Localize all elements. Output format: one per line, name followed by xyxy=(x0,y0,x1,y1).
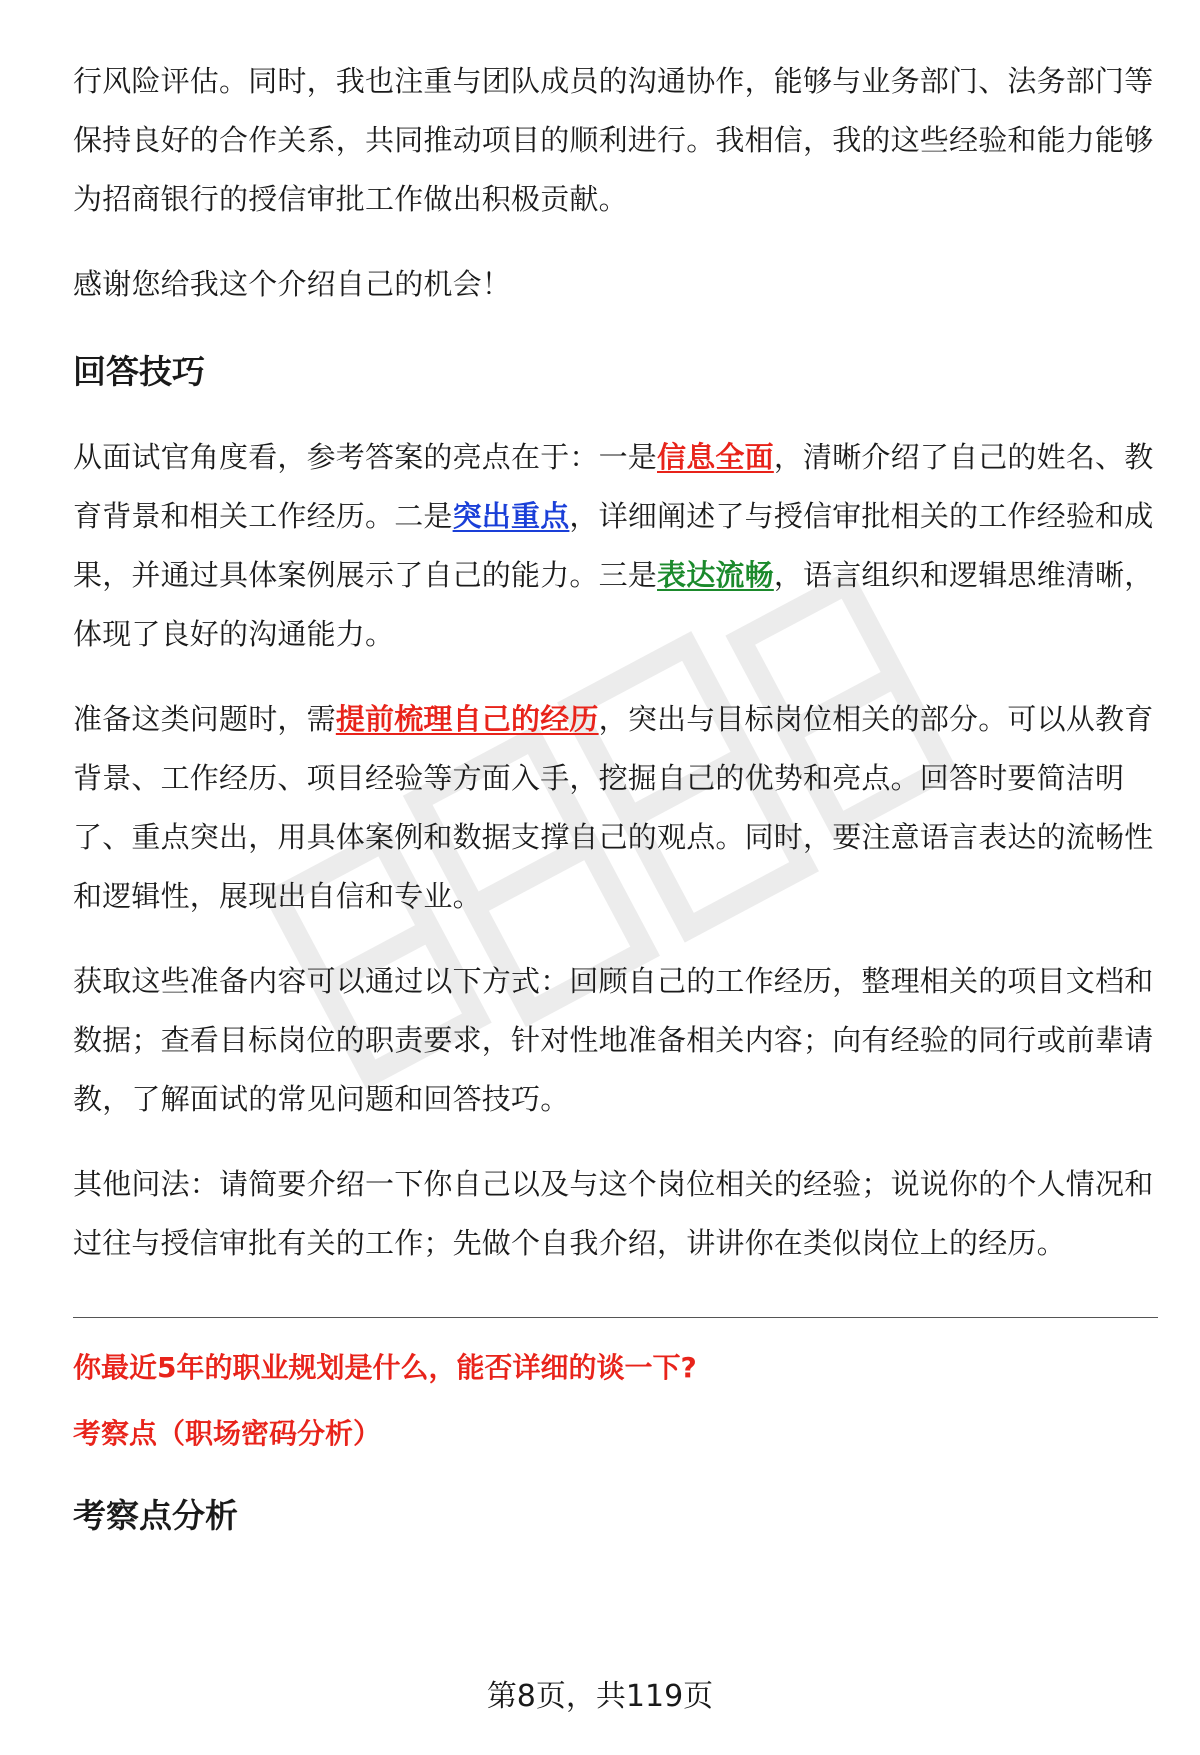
page-number: 第8页，共119页 xyxy=(486,1679,714,1714)
paragraph-preparation xyxy=(73,690,1158,926)
paragraph-sources: 获取这些准备内容可以通过以下方式：回顾自己的工作经历，整理相关的项目文档和数据；查看目标岗位的职责要求，针对性地准备相关内容；向有经验的同行或前辈请教，了解面试的常见问题和回答技巧。 xyxy=(73,964,1154,1116)
text-segment: ，清晰介绍了自己的姓名、教育背景和相关工作经历。二是 xyxy=(73,440,1154,533)
section-divider xyxy=(73,1317,1158,1318)
question-title: 你最近5年的职业规划是什么，能否详细的谈一下? xyxy=(73,1351,697,1384)
highlight-fluent: 表达流畅 xyxy=(657,558,774,592)
text-segment: 从面试官角度看，参考答案的亮点在于：一是 xyxy=(73,440,658,474)
text-segment: ，语言组织和逻辑思维清晰，体现了良好的沟通能力。 xyxy=(73,558,1154,651)
highlight-review-experience: 提前梳理自己的经历 xyxy=(335,702,599,736)
paragraph-thanks: 感谢您给我这个介绍自己的机会！ xyxy=(73,267,512,301)
question-subtitle: 考察点（职场密码分析） xyxy=(73,1417,382,1450)
text-segment: 准备这类问题时，需 xyxy=(73,702,336,736)
paragraph-risk-assessment: 行风险评估。同时，我也注重与团队成员的沟通协作，能够与业务部门、法务部门等保持良好的合作关系，共同推动项目的顺利进行。我相信，我的这些经验和能力能够为招商银行的授信审批工作做出积极贡献。 xyxy=(73,64,1154,216)
highlight-info-complete: 信息全面 xyxy=(657,440,774,474)
section-heading-tips: 回答技巧 xyxy=(73,352,205,391)
highlight-focus: 突出重点 xyxy=(452,499,570,533)
paragraph-highlights xyxy=(73,428,1158,664)
text-segment: ，详细阐述了与授信审批相关的工作经验和成果，并通过具体案例展示了自己的能力。三是 xyxy=(73,499,1154,592)
main-content xyxy=(73,52,1158,1538)
text-segment: ，突出与目标岗位相关的部分。可以从教育背景、工作经历、项目经验等方面入手，挖掘自己的优势和亮点。回答时要简洁明了、重点突出，用具体案例和数据支撑自己的观点。同时，要注意语言表达的流畅性和逻辑性，展现出自信和专业。 xyxy=(73,702,1154,913)
paragraph-alternate-questions: 其他问法：请简要介绍一下你自己以及与这个岗位相关的经验；说说你的个人情况和过往与授信审批有关的工作；先做个自我介绍，讲讲你在类似岗位上的经历。 xyxy=(73,1167,1154,1260)
section-heading-analysis: 考察点分析 xyxy=(73,1496,238,1535)
